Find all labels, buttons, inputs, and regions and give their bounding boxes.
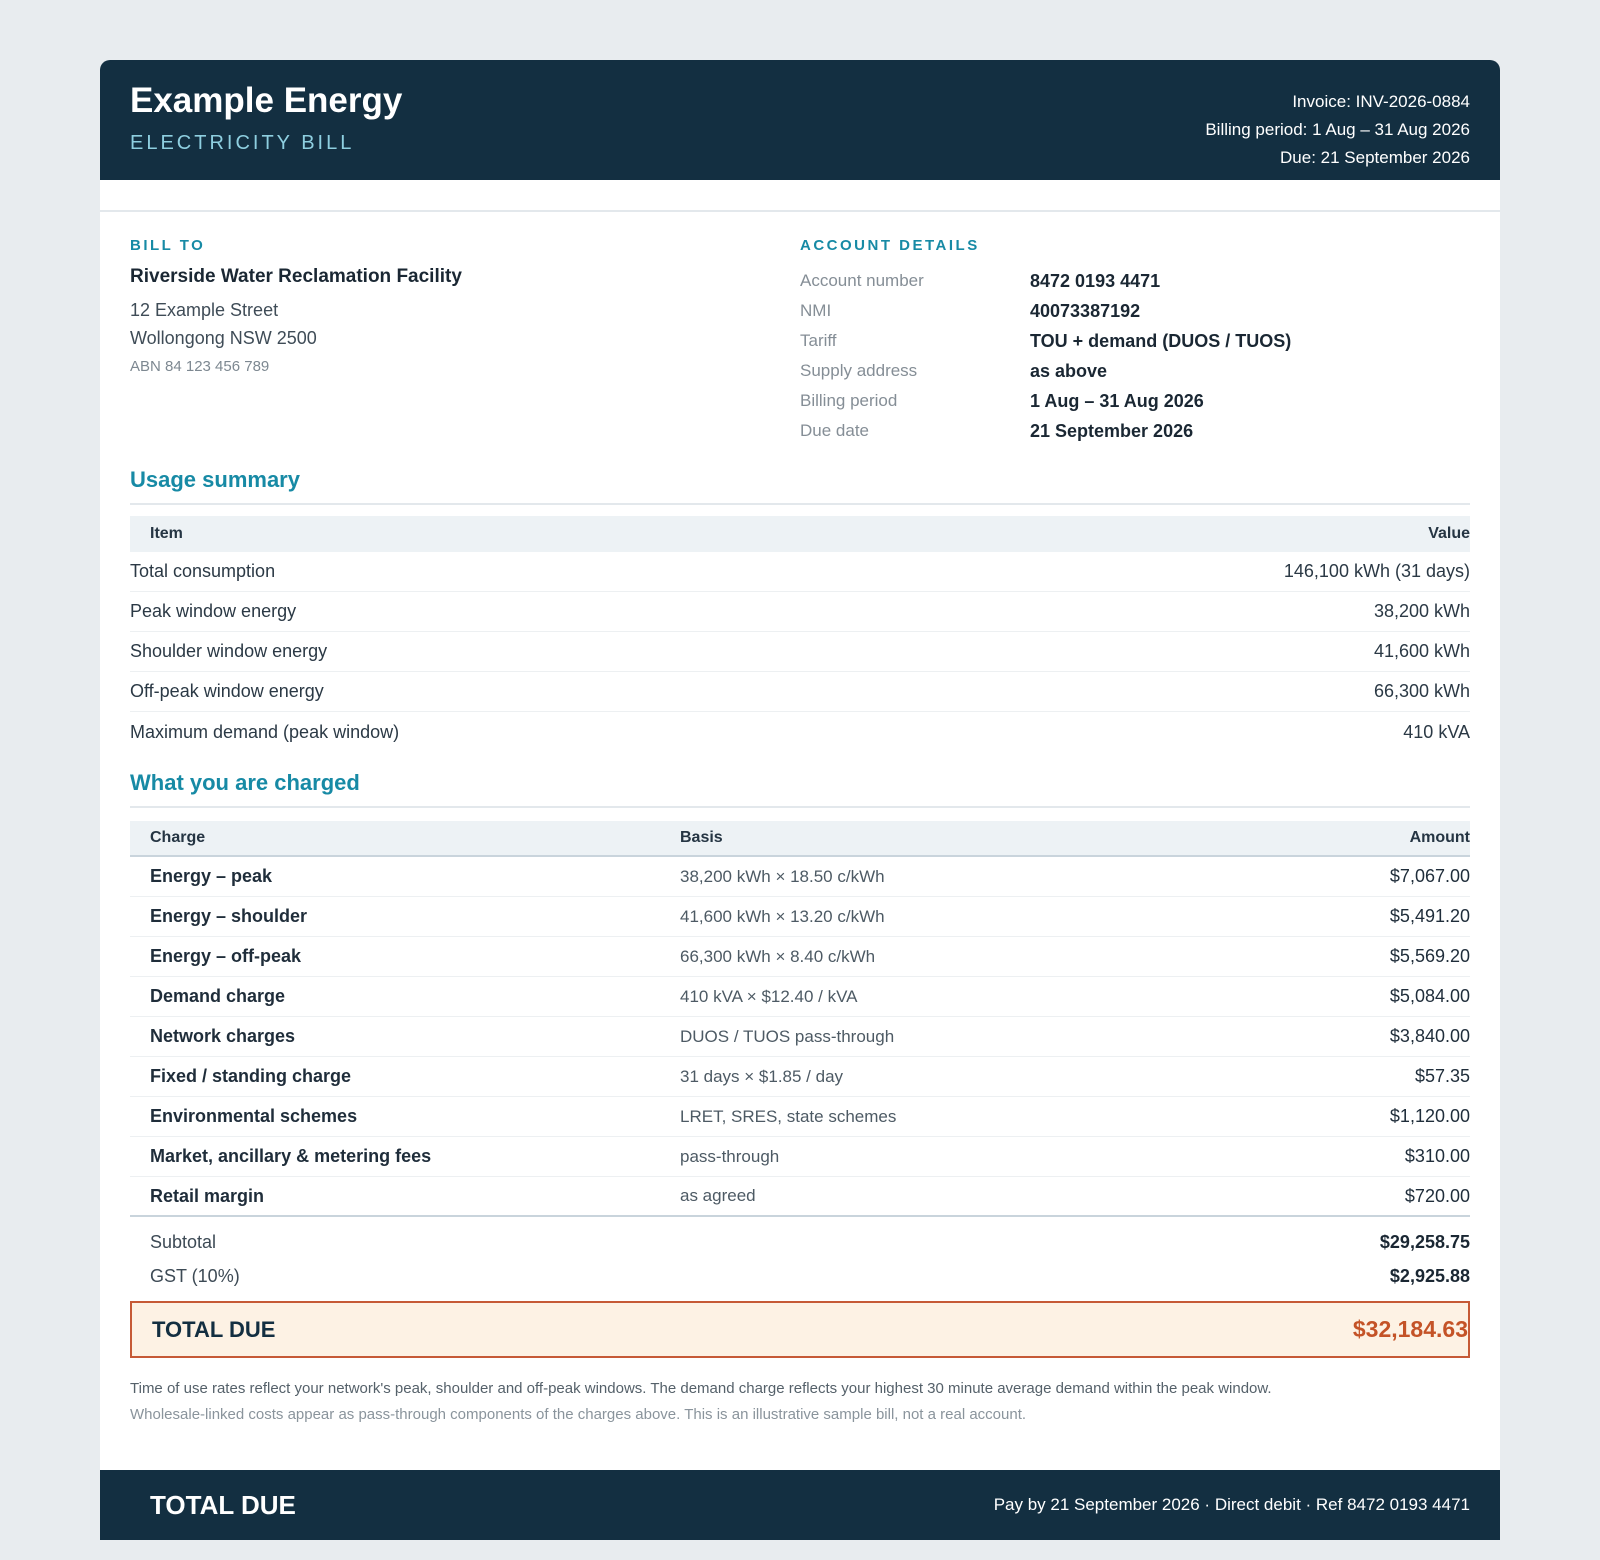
usage-table-body xyxy=(130,552,1470,752)
due-date: Due: 21 September 2026 xyxy=(1280,148,1470,167)
gst-label: GST (10%) xyxy=(150,1265,240,1286)
billing-period: Billing period: 1 Aug – 31 Aug 2026 xyxy=(1205,120,1470,139)
account-value: 21 September 2026 xyxy=(1030,421,1194,441)
charge-name: Environmental schemes xyxy=(150,1106,358,1126)
charge-name: Network charges xyxy=(150,1026,296,1046)
charge-row xyxy=(130,1137,1470,1177)
charge-amount: $5,084.00 xyxy=(1389,986,1470,1006)
charges-col-amount: Amount xyxy=(1409,829,1470,846)
info-section xyxy=(100,237,1500,467)
invoice-meta xyxy=(1205,60,1470,180)
customer-name: Riverside Water Reclamation Facility xyxy=(130,266,462,287)
gst-row xyxy=(130,1259,1470,1293)
usage-summary xyxy=(100,467,1500,752)
bill-to-label: BILL TO xyxy=(130,237,206,254)
charge-row xyxy=(130,1097,1470,1137)
charge-basis: pass-through xyxy=(680,1146,780,1166)
note-wholesale: Wholesale-linked costs appear as pass-through components of the charges above. This is an illustrative sample bill, not a real account. xyxy=(130,1406,1027,1423)
charge-basis: 41,600 kWh × 13.20 c/kWh xyxy=(680,906,885,926)
note-tou: Time of use rates reflect your network's peak, shoulder and off-peak windows. The demand charge reflects your highest 30 minute average demand within the peak window. xyxy=(130,1380,1272,1397)
usage-col-item: Item xyxy=(150,525,183,542)
charge-row xyxy=(130,1057,1470,1097)
charges-table-body xyxy=(130,857,1470,1217)
charges-col-basis: Basis xyxy=(680,829,723,846)
totals-block xyxy=(130,1225,1470,1358)
account-row xyxy=(800,296,1470,326)
charge-amount: $57.35 xyxy=(1414,1066,1470,1086)
usage-item: Maximum demand (peak window) xyxy=(130,721,400,742)
charge-name: Fixed / standing charge xyxy=(150,1066,352,1086)
bill-footer xyxy=(100,1470,1500,1540)
gst-amount: $2,925.88 xyxy=(1389,1265,1470,1286)
charge-basis: 66,300 kWh × 8.40 c/kWh xyxy=(680,946,876,966)
footer-total-label: TOTAL DUE xyxy=(150,1489,296,1520)
account-key: Account number xyxy=(800,271,924,290)
invoice-number: Invoice: INV-2026-0884 xyxy=(1292,92,1470,111)
usage-summary-title: Usage summary xyxy=(130,467,1470,505)
subtotal-label: Subtotal xyxy=(150,1231,217,1252)
total-due-label: TOTAL DUE xyxy=(152,1316,276,1342)
usage-item: Off-peak window energy xyxy=(130,681,324,701)
usage-item: Total consumption xyxy=(130,561,276,581)
charge-row xyxy=(130,857,1470,897)
usage-item: Shoulder window energy xyxy=(130,641,328,661)
charge-name: Energy – off-peak xyxy=(150,946,302,966)
account-key: Supply address xyxy=(800,361,918,380)
customer-city: Wollongong NSW 2500 xyxy=(130,328,317,348)
charge-name: Energy – shoulder xyxy=(150,906,308,926)
total-due-amount: $32,184.63 xyxy=(1352,1316,1468,1342)
charge-basis: DUOS / TUOS pass-through xyxy=(680,1026,895,1046)
account-value: 1 Aug – 31 Aug 2026 xyxy=(1030,391,1204,411)
usage-item: Peak window energy xyxy=(130,601,297,621)
usage-table-header xyxy=(130,516,1470,552)
charge-amount: $7,067.00 xyxy=(1389,866,1470,886)
usage-row xyxy=(130,592,1470,632)
charge-name: Demand charge xyxy=(150,986,286,1006)
charge-row xyxy=(130,937,1470,977)
charge-name: Energy – peak xyxy=(150,866,273,886)
account-row xyxy=(800,386,1470,416)
bill-notes xyxy=(100,1376,1500,1428)
usage-value: 66,300 kWh xyxy=(1373,681,1470,701)
charge-basis: 38,200 kWh × 18.50 c/kWh xyxy=(680,866,885,886)
usage-col-value: Value xyxy=(1428,525,1470,542)
usage-value: 146,100 kWh (31 days) xyxy=(1283,561,1470,581)
account-key: Tariff xyxy=(800,331,837,350)
charge-row xyxy=(130,1017,1470,1057)
account-row xyxy=(800,266,1470,296)
account-value: 40073387192 xyxy=(1030,301,1141,321)
charge-amount: $310.00 xyxy=(1404,1146,1470,1166)
brand-name: Example Energy xyxy=(130,81,403,120)
subtotal-row xyxy=(130,1225,1470,1259)
charge-row xyxy=(130,1177,1470,1217)
account-row xyxy=(800,326,1470,356)
footer-payment-note: Pay by 21 September 2026 · Direct debit · Ref 8472 0193 4471 xyxy=(993,1495,1470,1514)
charge-amount: $720.00 xyxy=(1404,1185,1470,1206)
charge-amount: $1,120.00 xyxy=(1389,1106,1470,1126)
account-key: Billing period xyxy=(800,391,898,410)
charge-amount: $3,840.00 xyxy=(1389,1026,1470,1046)
usage-value: 41,600 kWh xyxy=(1373,641,1470,661)
charges-title: What you are charged xyxy=(130,770,1470,808)
account-details-label: ACCOUNT DETAILS xyxy=(800,237,980,254)
account-details xyxy=(800,237,1470,467)
account-key: Due date xyxy=(800,421,869,440)
usage-value: 410 kVA xyxy=(1403,721,1470,742)
account-value: as above xyxy=(1030,361,1108,381)
account-row xyxy=(800,356,1470,386)
electricity-bill xyxy=(100,60,1500,1540)
bill-to xyxy=(130,237,800,467)
charge-amount: $5,491.20 xyxy=(1389,906,1470,926)
charges-section xyxy=(100,770,1500,1358)
charge-basis: 410 kVA × $12.40 / kVA xyxy=(680,986,858,1006)
usage-row xyxy=(130,552,1470,592)
charge-amount: $5,569.20 xyxy=(1389,946,1470,966)
charge-basis: 31 days × $1.85 / day xyxy=(680,1066,844,1086)
charge-name: Retail margin xyxy=(150,1185,265,1206)
usage-row xyxy=(130,632,1470,672)
brand-block xyxy=(130,60,402,180)
charge-row xyxy=(130,977,1470,1017)
usage-value: 38,200 kWh xyxy=(1373,601,1470,621)
account-row xyxy=(800,416,1470,446)
subtotal-amount: $29,258.75 xyxy=(1379,1231,1470,1252)
charges-col-charge: Charge xyxy=(150,829,206,846)
customer-abn: ABN 84 123 456 789 xyxy=(130,358,270,375)
usage-row xyxy=(130,712,1470,752)
charge-basis: LRET, SRES, state schemes xyxy=(680,1106,897,1126)
usage-row xyxy=(130,672,1470,712)
charge-name: Market, ancillary & metering fees xyxy=(150,1146,432,1166)
total-due-box xyxy=(130,1301,1470,1358)
customer-street: 12 Example Street xyxy=(130,300,279,320)
charges-table-header xyxy=(130,821,1470,857)
account-value: TOU + demand (DUOS / TUOS) xyxy=(1030,331,1292,351)
charge-basis: as agreed xyxy=(680,1186,756,1205)
header-divider xyxy=(100,210,1500,212)
bill-header xyxy=(100,60,1500,180)
account-key: NMI xyxy=(800,301,832,320)
charge-row xyxy=(130,897,1470,937)
bill-type: ELECTRICITY BILL xyxy=(130,132,355,154)
account-value: 8472 0193 4471 xyxy=(1030,271,1161,291)
